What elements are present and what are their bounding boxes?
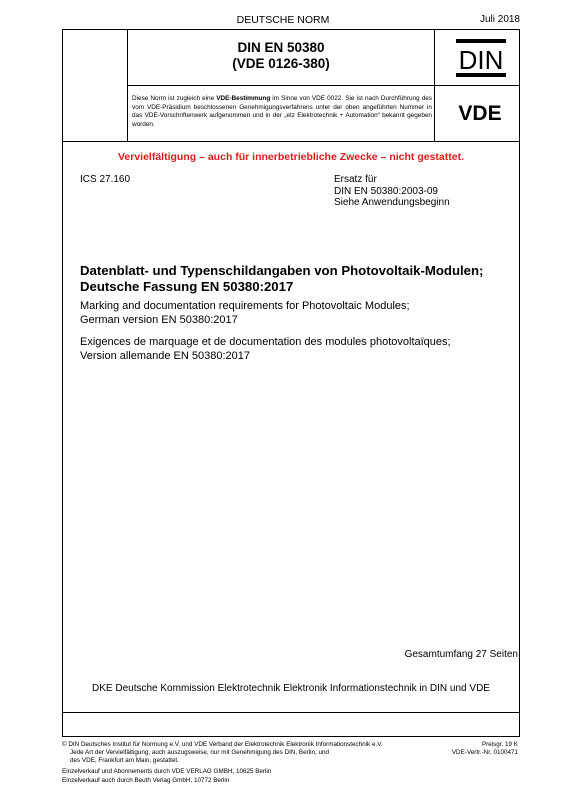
- replacement-info: Ersatz für DIN EN 50380:2003-09 Siehe Anwendungsbeginn: [334, 174, 450, 208]
- publication-date: Juli 2018: [479, 14, 520, 25]
- header-divider-middle: [127, 85, 520, 86]
- copyright-notice: © DIN Deutsches Institut für Normung e.V. und VDE Verband der Elektrotechnik Elektronik Informationstechnik e.V. Jede Art der Vervielfältigung, auch auszugsweise, nur mit Genehmigung des DIN, Berlin, und des VDE, Frankfurt am Main, gestattet.: [62, 741, 383, 764]
- copy-prohibition-warning: Vervielfältigung – auch für innerbetriebliche Zwecke – nicht gestattet.: [117, 151, 464, 163]
- ics-code: ICS 27.160: [80, 174, 131, 185]
- dke-divider: [62, 712, 520, 713]
- title-page-frame: [62, 29, 520, 737]
- vde-logo-text: VDE: [458, 102, 502, 123]
- price-group: Preisgr. 19 K: [481, 741, 518, 748]
- din-logo: [455, 38, 507, 78]
- vde-regulation-emphasis: VDE-Bestimmung: [216, 95, 271, 102]
- sales-info: Einzelverkauf und Abonnements durch VDE VERLAG GMBH, 10625 Berlin Einzelverkauf auch durch Beuth Verlag GmbH, 10772 Berlin: [62, 768, 272, 784]
- vde-classification: (VDE 0126-380): [232, 56, 330, 71]
- total-pages: Gesamtumfang 27 Seiten: [404, 649, 518, 660]
- header-divider-bottom: [62, 141, 520, 142]
- vde-logo: [448, 101, 512, 123]
- dke-commission: DKE Deutsche Kommission Elektrotechnik Elektronik Informationstechnik in DIN und VDE: [92, 683, 490, 694]
- vde-regulation-note: Diese Norm ist zugleich eine VDE-Bestimmung im Sinne von VDE 0022. Sie ist nach Durchführung des vom VDE-Präsidium beschlossenen Genehmigungsverfahrens unter der oben angeführten Nummer in das VDE-Vorschriftenwerk aufgenommen und in der „etz Elektrotechnik + Automation“ bekannt gegeben worden.: [132, 95, 432, 128]
- title-german: Datenblatt- und Typenschildangaben von Photovoltaik-Modulen; Deutsche Fassung EN 50380:2017: [80, 263, 484, 294]
- title-english: Marking and documentation requirements for Photovoltaic Modules; German version EN 50380:2017: [80, 300, 410, 326]
- norm-type: DEUTSCHE NORM: [236, 14, 330, 26]
- vde-order-number: VDE-Vertr.-Nr. 0100471: [451, 749, 518, 756]
- title-french: Exigences de marquage et de documentation des modules photovoltaïques; Version allemande EN 50380:2017: [80, 336, 451, 362]
- standard-number: DIN EN 50380: [237, 40, 325, 55]
- standard-title: [128, 40, 434, 72]
- price-info: [452, 741, 518, 757]
- din-logo-text: DIN: [458, 45, 504, 75]
